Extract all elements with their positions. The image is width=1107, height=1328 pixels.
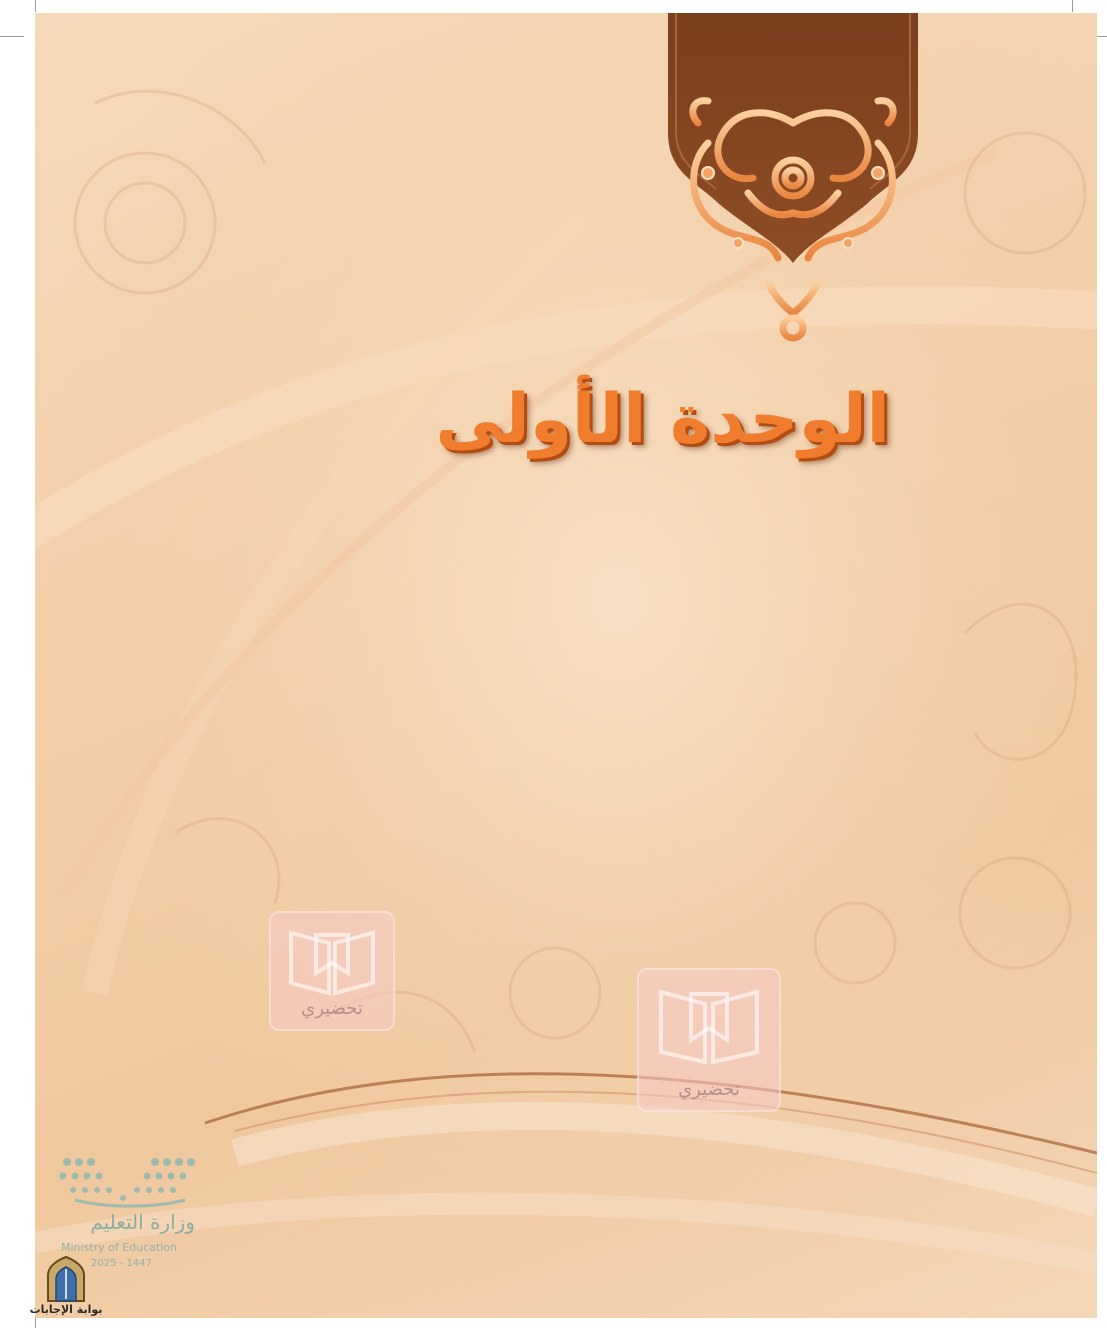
watermark-logo-left (269, 911, 395, 1031)
watermark-logo-right (637, 968, 781, 1112)
crop-mark-top-right-v (1072, 0, 1073, 12)
watermark-text: تحضيري (301, 998, 363, 1019)
answers-portal-logo (26, 1255, 106, 1323)
watermark-text: تحضيري (678, 1079, 740, 1100)
ministry-dots-icon (55, 1150, 205, 1210)
ministry-year: 2025 - 1447 (91, 1258, 152, 1269)
book-page (35, 13, 1097, 1318)
unit-banner-ornament (668, 13, 918, 353)
book-logo-icon (639, 970, 779, 1075)
answers-portal-label: بوابة الإجابات (29, 1303, 103, 1316)
crop-mark-top-left-v (35, 0, 36, 12)
book-logo-icon (271, 913, 393, 1003)
ministry-arabic-name: وزارة التعليم (90, 1210, 195, 1234)
page-background-decoration (35, 13, 1097, 1318)
unit-title: الوحدة الأولى (435, 380, 890, 459)
mosque-gate-icon (26, 1255, 106, 1303)
crop-mark-top-left-h (0, 36, 24, 37)
ministry-english-name: Ministry of Education (61, 1241, 178, 1254)
